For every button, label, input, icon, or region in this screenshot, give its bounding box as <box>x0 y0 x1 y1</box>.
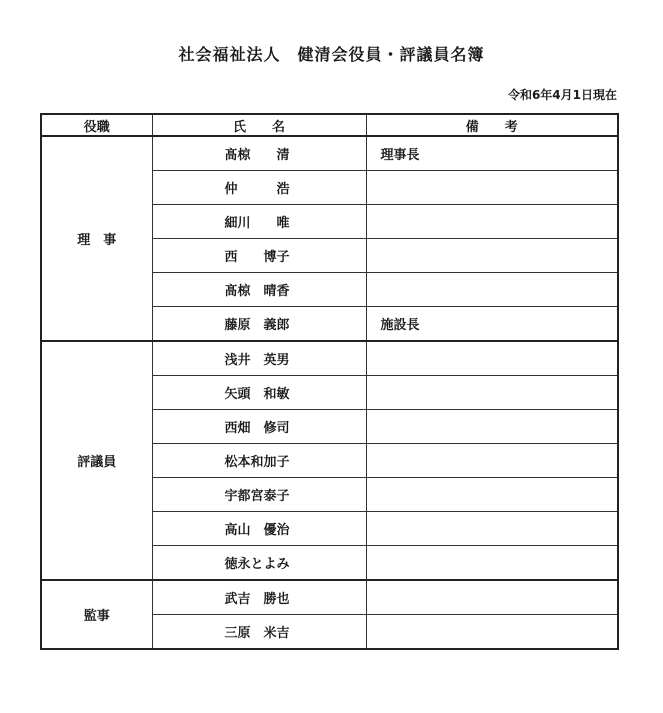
member-note-cell: 施設長 <box>366 307 618 342</box>
table-row <box>41 580 618 615</box>
member-note-cell <box>366 273 618 307</box>
member-name-cell: 徳永とよみ <box>152 546 366 581</box>
member-note-cell <box>366 512 618 546</box>
roster-table <box>40 113 619 650</box>
member-name-cell: 西 博子 <box>152 239 366 273</box>
member-note-cell: 理事長 <box>366 136 618 171</box>
member-name-cell: 西畑 修司 <box>152 410 366 444</box>
member-note-cell <box>366 171 618 205</box>
member-note-cell <box>366 478 618 512</box>
member-name-cell: 藤原 義郎 <box>152 307 366 342</box>
member-note-cell <box>366 410 618 444</box>
member-name-cell: 浅井 英男 <box>152 341 366 376</box>
member-name-cell: 矢頭 和敏 <box>152 376 366 410</box>
roster-body <box>41 136 618 649</box>
member-name-cell: 武吉 勝也 <box>152 580 366 615</box>
member-note-cell <box>366 444 618 478</box>
role-cell: 理 事 <box>41 136 152 341</box>
member-note-cell <box>366 376 618 410</box>
as-of-date: 令和6年4月1日現在 <box>507 88 617 102</box>
member-note-cell <box>366 615 618 650</box>
table-row <box>41 136 618 171</box>
member-name-cell: 仲 浩 <box>152 171 366 205</box>
table-header-row <box>41 114 618 136</box>
member-note-cell <box>366 341 618 376</box>
table-row <box>41 341 618 376</box>
page-title: 社会福祉法人 健清会役員・評議員名簿 <box>178 45 485 64</box>
column-header-name: 氏 名 <box>152 114 366 136</box>
member-note-cell <box>366 239 618 273</box>
member-note-cell <box>366 580 618 615</box>
member-note-cell <box>366 546 618 581</box>
member-name-cell: 松本和加子 <box>152 444 366 478</box>
member-name-cell: 宇都宮泰子 <box>152 478 366 512</box>
member-name-cell: 髙椋 晴香 <box>152 273 366 307</box>
member-name-cell: 三原 米吉 <box>152 615 366 650</box>
column-header-note: 備 考 <box>366 114 618 136</box>
member-note-cell <box>366 205 618 239</box>
role-cell: 評議員 <box>41 341 152 580</box>
role-cell: 監事 <box>41 580 152 649</box>
member-name-cell: 高山 優治 <box>152 512 366 546</box>
member-name-cell: 細川 唯 <box>152 205 366 239</box>
column-header-role: 役職 <box>41 114 152 136</box>
member-name-cell: 髙椋 清 <box>152 136 366 171</box>
